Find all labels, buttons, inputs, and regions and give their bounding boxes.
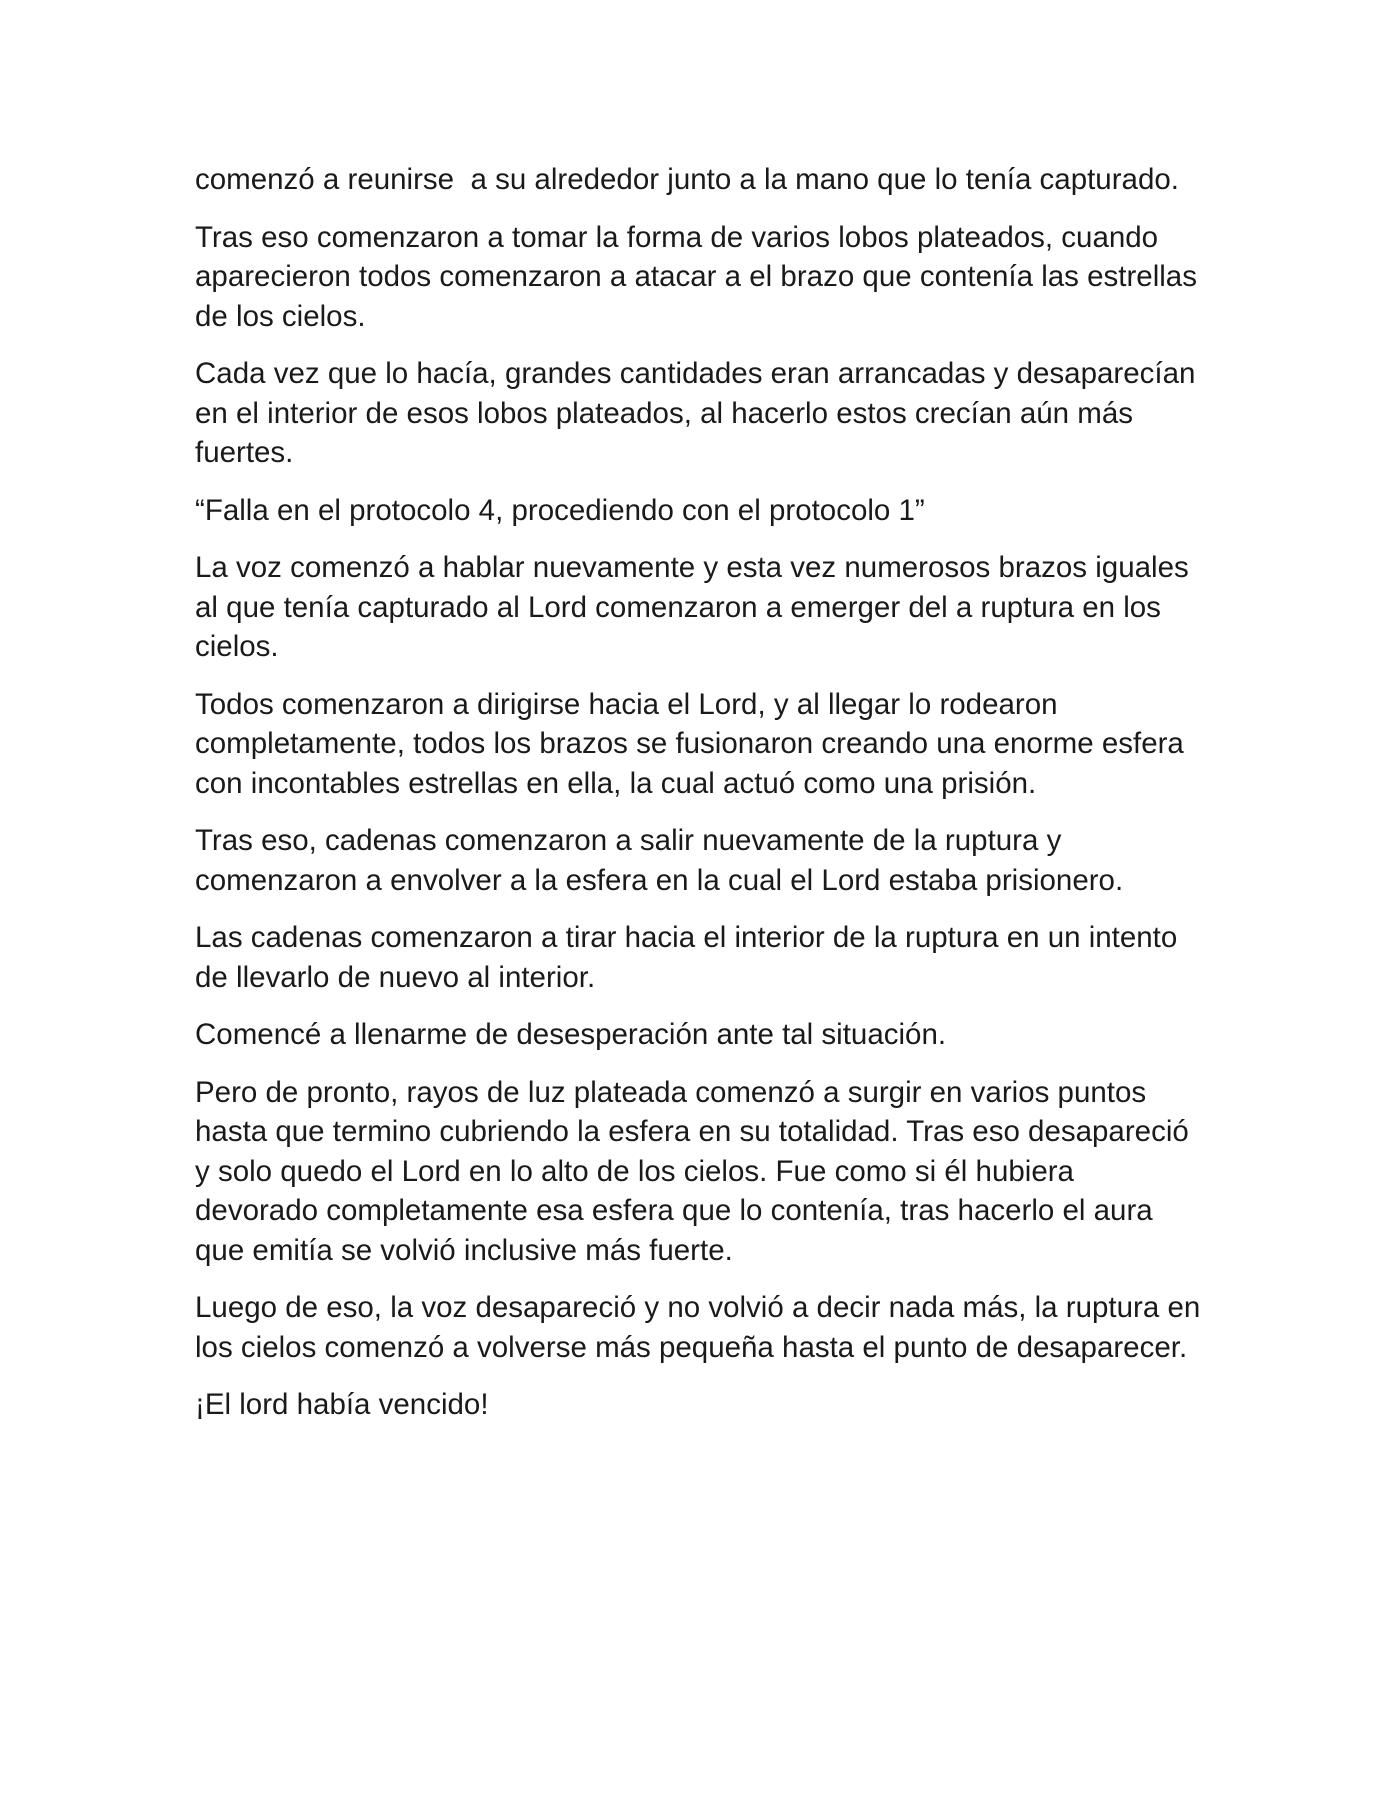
paragraph: comenzó a reunirse a su alrededor junto a la mano que lo tenía capturado. — [195, 163, 1179, 196]
paragraph: Cada vez que lo hacía, grandes cantidades eran arrancadas y desaparecían en el interior de esos lobos plateados, al hacerlo estos crecían aún más fuertes. — [195, 357, 1204, 469]
closing-paragraph: ¡El lord había vencido! — [195, 1388, 489, 1421]
paragraph: Las cadenas comenzaron a tirar hacia el interior de la ruptura en un intento de llevarlo de nuevo al interior. — [195, 921, 1186, 994]
paragraph: Luego de eso, la voz desapareció y no volvió a decir nada más, la ruptura en los cielos comenzó a volverse más pequeña hasta el punto de desaparecer. — [195, 1291, 1209, 1364]
paragraph: Tras eso, cadenas comenzaron a salir nuevamente de la ruptura y comenzaron a envolver a la esfera en la cual el Lord estaba prisionero. — [195, 824, 1124, 897]
paragraph: Tras eso comenzaron a tomar la forma de varios lobos plateados, cuando aparecieron todos comenzaron a atacar a el brazo que contenía las estrellas de los cielos. — [195, 220, 1206, 333]
paragraph: Pero de pronto, rayos de luz plateada comenzó a surgir en varios puntos hasta que termino cubriendo la esfera en su totalidad. Tras eso desapareció y solo quedo el Lord en lo alto de los cielos. Fue como si él hubiera devorado completamente esa esfera que lo contenía, tras hacerlo el aura que emitía se volvió inclusive más fuerte. — [195, 1075, 1197, 1267]
paragraph: Comencé a llenarme de desesperación ante tal situación. — [195, 1018, 947, 1051]
paragraph: Todos comenzaron a dirigirse hacia el Lord, y al llegar lo rodearon completamente, todos los brazos se fusionaron creando una enorme esfera con incontables estrellas en ella, la cual actuó como una prisión. — [195, 687, 1193, 800]
paragraph: La voz comenzó a hablar nuevamente y esta vez numerosos brazos iguales al que tenía capturado al Lord comenzaron a emerger del a ruptura en los cielos. — [195, 551, 1197, 663]
quoted-paragraph: “Falla en el protocolo 4, procediendo con el protocolo 1” — [195, 493, 925, 527]
document-body — [195, 160, 1209, 1443]
